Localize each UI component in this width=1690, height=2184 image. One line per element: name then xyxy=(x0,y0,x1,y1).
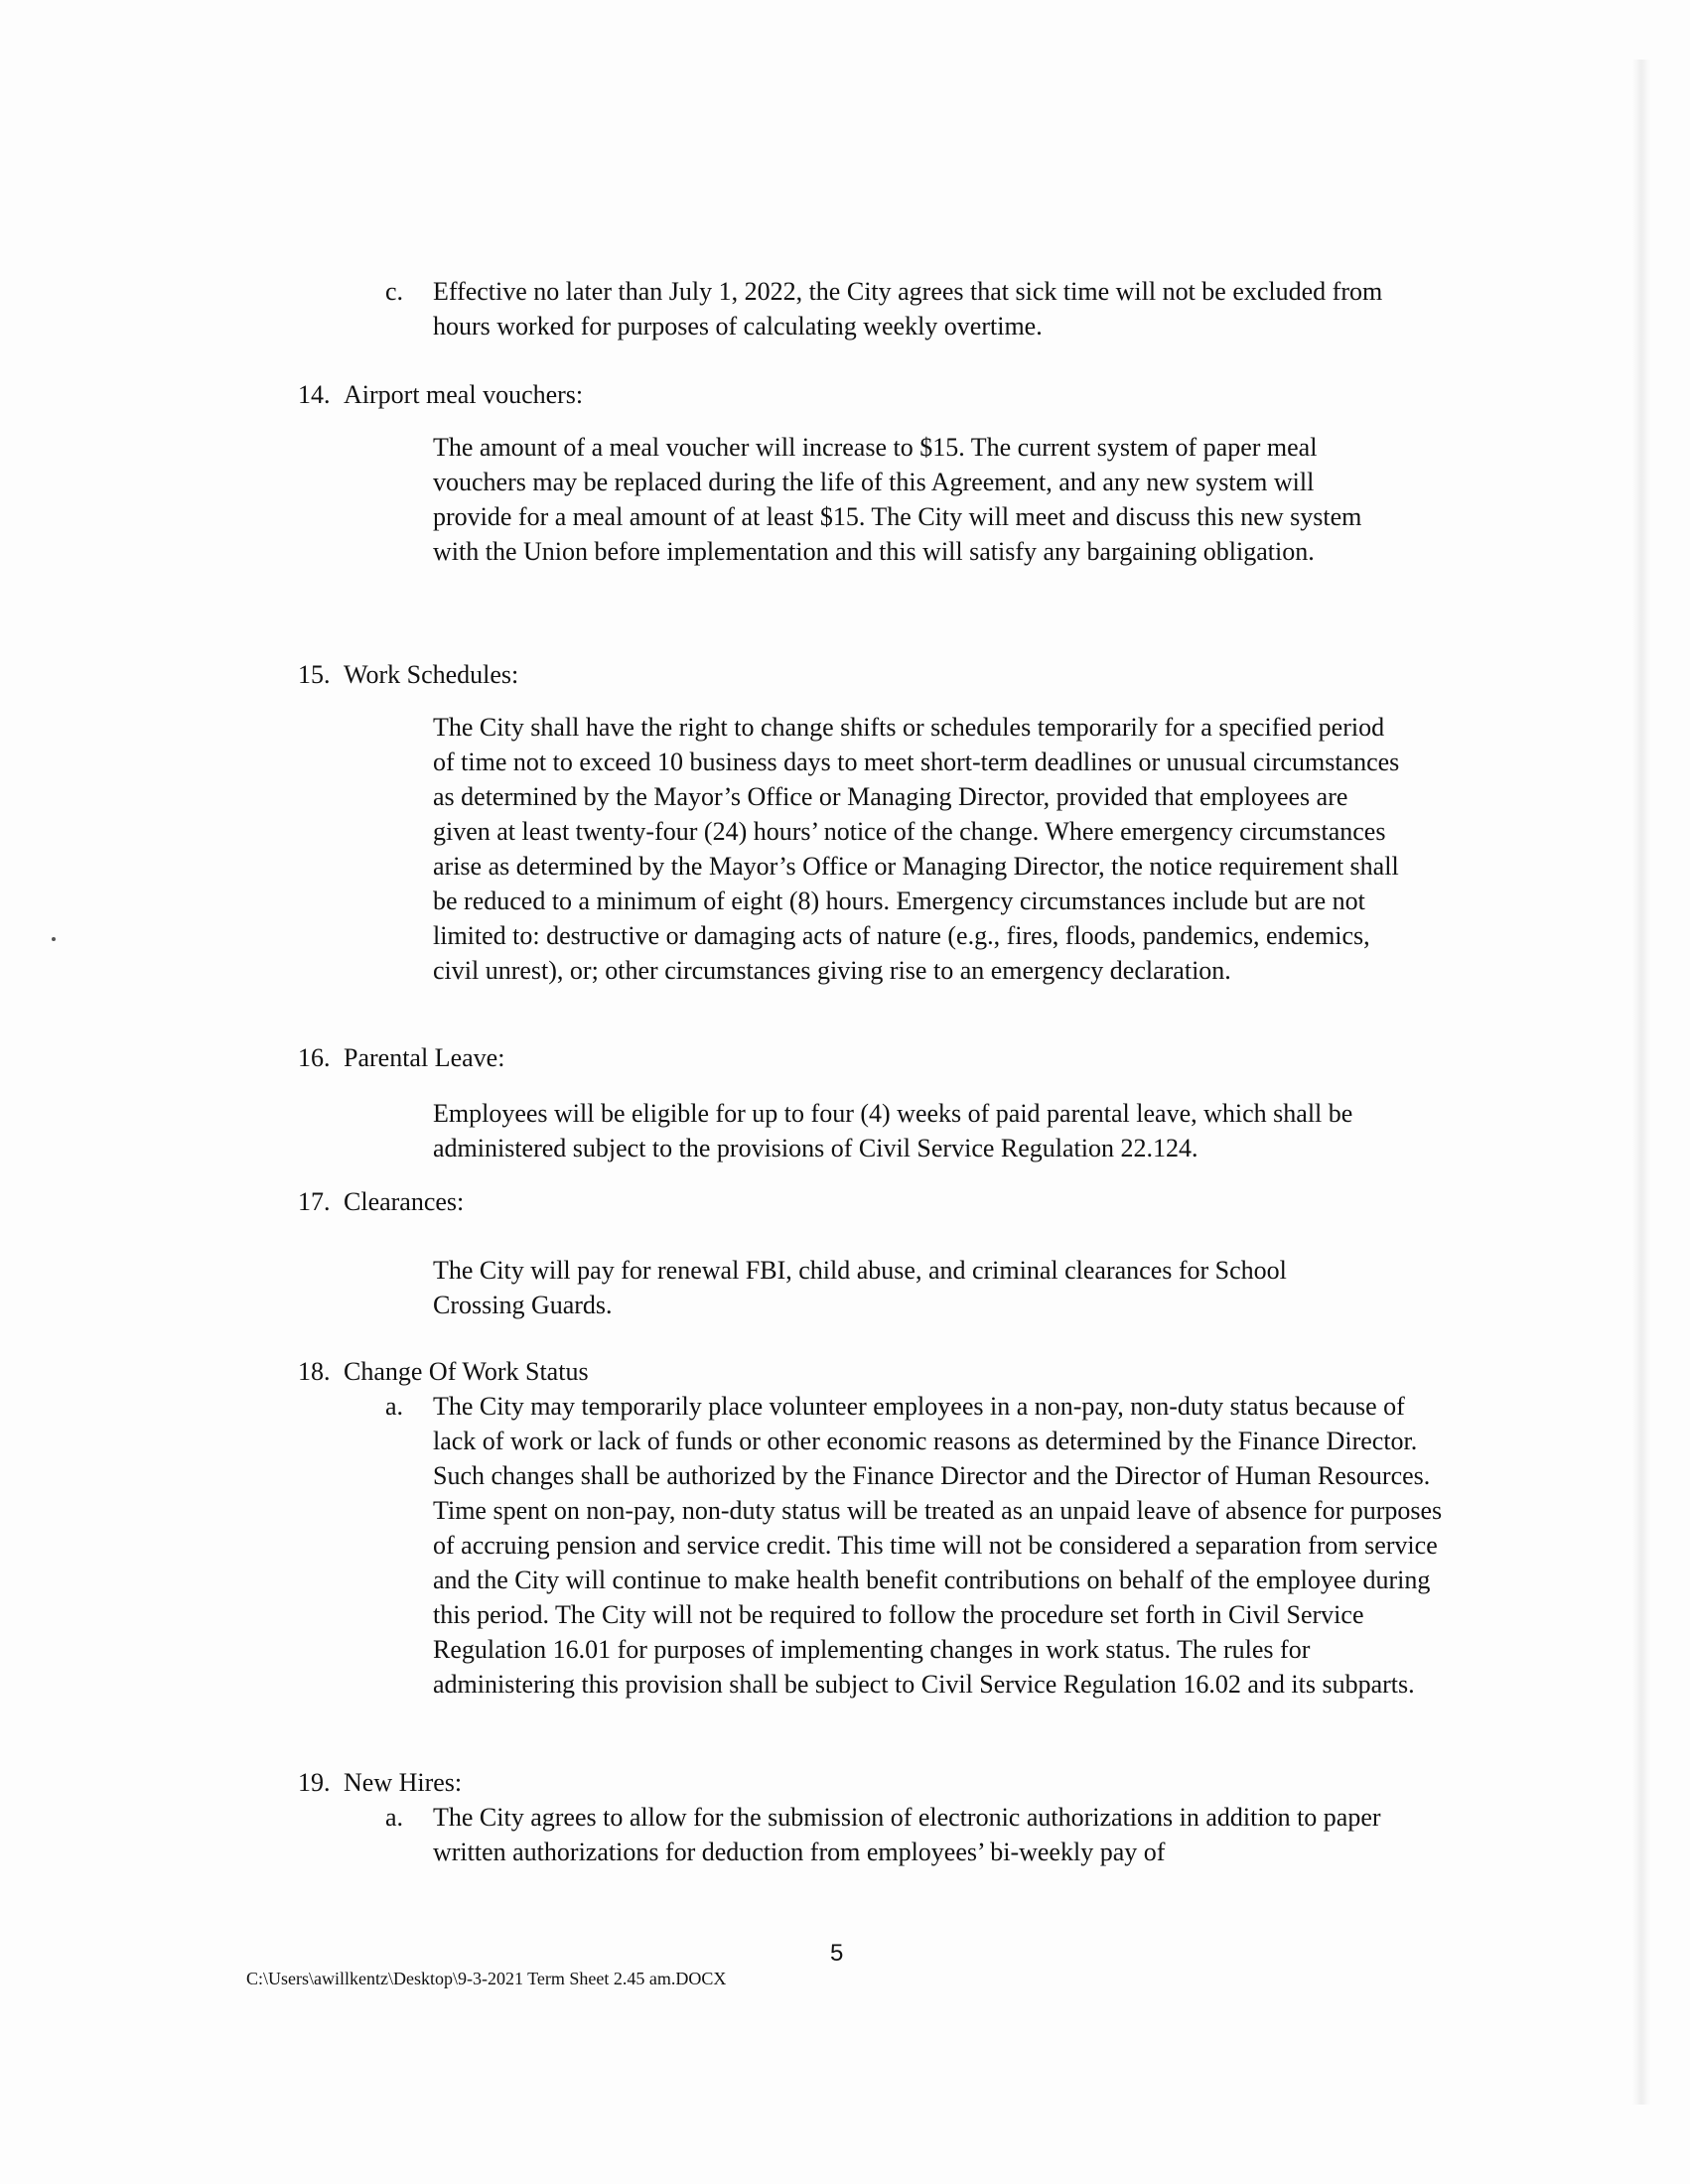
scan-edge-shadow xyxy=(1632,60,1650,2105)
section-number: 16. xyxy=(298,1043,331,1072)
section-title: Work Schedules: xyxy=(344,660,519,689)
section-title: New Hires: xyxy=(344,1768,463,1797)
scan-speck xyxy=(52,937,56,941)
section-number: 19. xyxy=(298,1768,331,1797)
section-19-sub-marker: a. xyxy=(385,1803,404,1832)
section-18-heading xyxy=(298,1354,589,1389)
section-17-body: The City will pay for renewal FBI, child abuse, and criminal clearances for School Crossing Guards. xyxy=(433,1256,1287,1319)
footer-file-path: C:\Users\awillkentz\Desktop\9-3-2021 Term Sheet 2.45 am.DOCX xyxy=(246,1969,727,1988)
section-title: Clearances: xyxy=(344,1187,465,1216)
section-18-body: The City may temporarily place volunteer employees in a non-pay, non-duty status because of lack of work or lack of funds or other economic reasons as determined by the Finance Director. Such changes shall be authorized by the Finance Director and the Director of Human Resources. Time spent on non-pay, non-duty status will be treated as an unpaid leave of absence for purposes of accruing pension and service credit. This time will not be considered a separation from service and the City will continue to make health benefit contributions on behalf of the employee during this period. The City will not be required to follow the procedure set forth in Civil Service Regulation 16.01 for purposes of implementing changes in work status. The rules for administering this provision shall be subject to Civil Service Regulation 16.02 and its subparts. xyxy=(433,1392,1443,1699)
section-14-heading xyxy=(298,377,583,412)
section-17-heading xyxy=(298,1184,464,1219)
page-number: 5 xyxy=(830,1940,844,1967)
section-15-body: The City shall have the right to change shifts or schedules temporarily for a specified period of time not to exceed 10 business days to meet short-term deadlines or unusual circumstances as determined by the Mayor’s Office or Managing Director, provided that employees are given at least twenty-four (24) hours’ notice of the change. Where emergency circumstances arise as determined by the Mayor’s Office or Managing Director, the notice requirement shall be reduced to a minimum of eight (8) hours. Emergency circumstances include but are not limited to: destructive or damaging acts of nature (e.g., fires, floods, pandemics, endemics, civil unrest), or; other circumstances giving rise to an emergency declaration. xyxy=(433,713,1400,985)
section-16-body: Employees will be eligible for up to four (4) weeks of paid parental leave, which shall be administered subject to the provisions of Civil Service Regulation 22.124. xyxy=(433,1099,1353,1162)
section-number: 18. xyxy=(298,1357,331,1386)
item-c-text: Effective no later than July 1, 2022, the City agrees that sick time will not be excluded from hours worked for purposes of calculating weekly overtime. xyxy=(433,277,1383,341)
section-number: 17. xyxy=(298,1187,331,1216)
section-18-sub-marker: a. xyxy=(385,1392,404,1421)
section-title: Change Of Work Status xyxy=(344,1357,589,1386)
section-title: Airport meal vouchers: xyxy=(344,380,584,409)
section-number: 14. xyxy=(298,380,331,409)
section-19-body: The City agrees to allow for the submission of electronic authorizations in addition to paper written authorizations for deduction from employees’ bi-weekly pay of xyxy=(433,1803,1381,1866)
section-title: Parental Leave: xyxy=(344,1043,505,1072)
section-14-body: The amount of a meal voucher will increase to $15. The current system of paper meal vouchers may be replaced during the life of this Agreement, and any new system will provide for a meal amount of at least $15. The City will meet and discuss this new system with the Union before implementation and this will satisfy any bargaining obligation. xyxy=(433,433,1362,566)
section-19-heading xyxy=(298,1765,462,1800)
item-c-marker: c. xyxy=(385,277,404,306)
section-15-heading xyxy=(298,657,518,692)
section-16-heading xyxy=(298,1040,504,1075)
section-number: 15. xyxy=(298,660,331,689)
